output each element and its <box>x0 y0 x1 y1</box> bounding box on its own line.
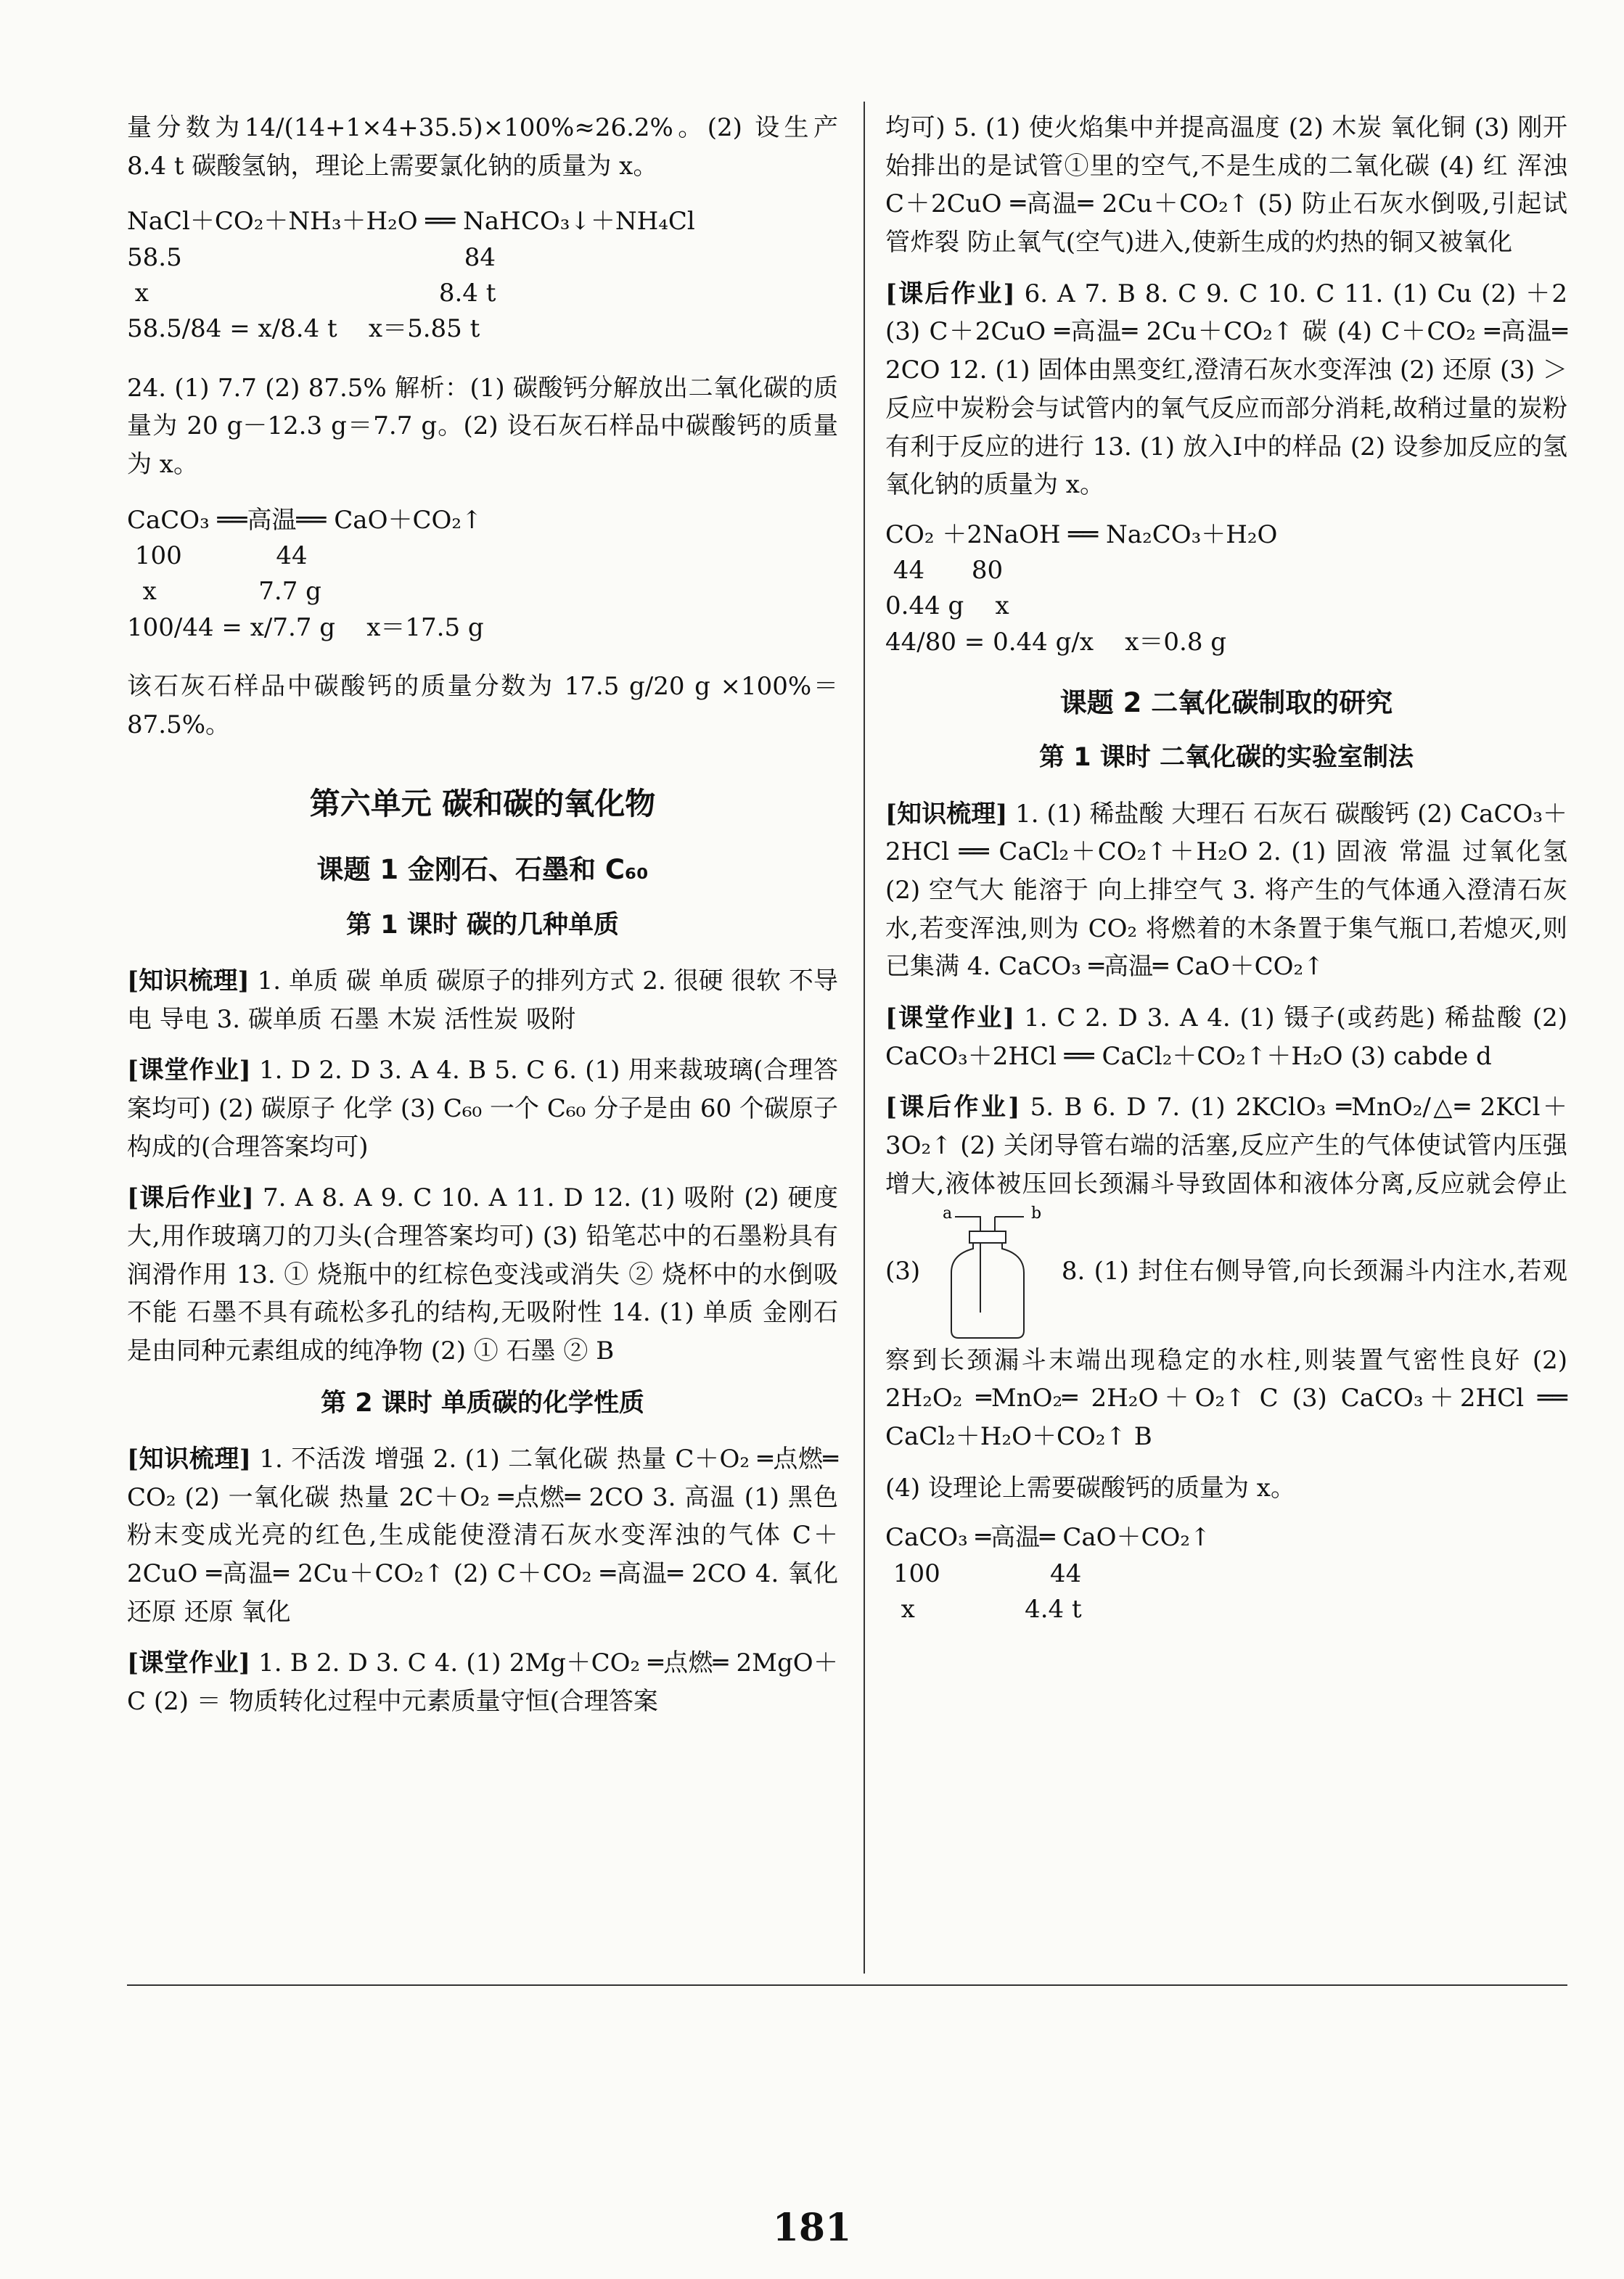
answer-block <box>885 275 1567 504</box>
topic-title: 课题 1 金刚石、石墨和 C₆₀ <box>316 854 649 886</box>
bottom-rule <box>127 1984 1567 1986</box>
unit-title: 第六单元 碳和碳的氧化物 <box>309 786 656 822</box>
answer-block <box>127 962 838 1038</box>
stopper <box>969 1231 1006 1243</box>
ratio: 100/44 = x/7.7 g x＝17.5 g <box>127 612 484 642</box>
equation-mass-row: x 4.4 t <box>885 1594 1082 1624</box>
section-tag: [课堂作业] <box>885 1003 1015 1033</box>
equation-mass-row: 0.44 g x <box>885 591 1009 621</box>
calculation-block <box>127 503 838 646</box>
section-tag: [知识梳理] <box>885 799 1008 829</box>
label-b: b <box>1030 1204 1041 1223</box>
column-divider <box>864 102 865 1974</box>
answer-text: 均可) 5. (1) 使火焰集中并提高温度 (2) 木炭 氧化铜 (3) 刚开始排出的是试管①里的空气,不是生成的二氧化碳 (4) 红 浑浊 C＋2CuO ═高温═ 2Cu＋CO₂↑ (5) 防止石灰水倒吸,引起试管炸裂 防止氧气(空气)进入,使新生成的灼热的铜又被氧化 <box>885 113 1567 258</box>
answer-text: 7. A 8. A 9. C 10. A 11. D 12. (1) 吸附 (2) 硬度大,用作玻璃刀的刀头(合理答案均可) (3) 铅笔芯中的石墨粉具有润滑作用 13. ① 烧瓶中的红棕色变浅或消失 ② 烧杯中的水倒吸 不能 石墨不具有疏松多孔的结构,无吸附性 14. (1) 单质 金刚石是由同种元素组成的纯净物 (2) ① 石墨 ② B <box>127 1183 838 1366</box>
answer-block <box>127 1644 838 1720</box>
equation-mass-row: 58.5 84 <box>127 242 496 272</box>
answer-text: 1. 单质 碳 单质 碳原子的排列方式 2. 很硬 很软 不导电 导电 3. 碳单质 石墨 木炭 活性炭 吸附 <box>127 966 838 1034</box>
equation: NaCl＋CO₂＋NH₃＋H₂O ══ NaHCO₃↓＋NH₄Cl <box>127 207 695 237</box>
topic-title: 课题 2 二氧化碳制取的研究 <box>1059 687 1393 719</box>
answer-text: (4) 设理论上需要碳酸钙的质量为 x。 <box>885 1473 1295 1503</box>
equation: CO₂ ＋2NaOH ══ Na₂CO₃＋H₂O <box>885 520 1278 549</box>
answer-text: 8. (1) 封住右侧导管,向长颈漏斗内注水,若观察到长颈漏斗末端出现稳定的水柱,则装置气密性良好 (2) 2H₂O₂ ═MnO₂═ 2H₂O＋O₂↑ C (3) CaCO₃＋2HCl ══ CaCl₂＋H₂O＋CO₂↑ B <box>885 1256 1567 1451</box>
section-tag: [课后作业] <box>885 1093 1020 1122</box>
equation-mass-row: x 8.4 t <box>127 278 496 308</box>
answer-text: 1. C 2. D 3. A 4. (1) 镊子(或药匙) 稀盐酸 (2) CaCO₃＋2HCl ══ CaCl₂＋CO₂↑＋H₂O (3) cabde d <box>885 1003 1567 1071</box>
calculation-block <box>885 517 1567 660</box>
section-tag: [课堂作业] <box>127 1648 250 1678</box>
section-tag: [课后作业] <box>885 279 1015 308</box>
answer-text: 5. B 6. D 7. (1) 2KClO₃ ═MnO₂/△═ 2KCl＋3O₂↑ (2) 关闭导管右端的活塞,反应产生的气体使试管内压强增大,液体被压回长颈漏斗导致固体和液体分离,反应就会停止 (3) <box>885 1093 1567 1286</box>
right-column <box>885 109 1567 1649</box>
equation-mass-row: 100 44 <box>885 1559 1082 1588</box>
equation-mass-row: 100 44 <box>127 541 308 570</box>
answer-block <box>885 1088 1567 1455</box>
answer-block <box>127 1440 838 1631</box>
left-column <box>127 109 838 1734</box>
equation-mass-row: 44 80 <box>885 556 1004 586</box>
calculation-block <box>127 204 838 347</box>
lesson-title: 第 2 课时 单质碳的化学性质 <box>321 1388 644 1418</box>
answer-text: 1. 不活泼 增强 2. (1) 二氧化碳 热量 C＋O₂ ═点燃═ CO₂ (2) 一氧化碳 热量 2C＋O₂ ═点燃═ 2CO 3. 高温 (1) 黑色粉末变成光亮的红色,生成能使澄清石灰水变浑浊的气体 C＋2CuO ═高温═ 2Cu＋CO₂↑ (2) C＋CO₂ ═高温═ 2CO 4. 氧化 还原 还原 氧化 <box>127 1445 838 1627</box>
section-tag: [知识梳理] <box>127 1445 252 1474</box>
answer-text: 6. A 7. B 8. C 9. C 10. C 11. (1) Cu (2) ＋2 (3) C＋2CuO ═高温═ 2Cu＋CO₂↑ 碳 (4) C＋CO₂ ═高温═ 2CO 12. (1) 固体由黑变红,澄清石灰水变浑浊 (2) 还原 (3) ＞ 反应中炭粉会与试管内的氧气反应而部分消耗,故稍过量的炭粉有利于反应的进行 13. (1) 放入Ⅰ中的样品 (2) 设参加反应的氢氧化钠的质量为 x。 <box>885 279 1567 500</box>
page-number: 181 <box>772 2206 852 2250</box>
equation-mass-row: x 7.7 g <box>127 577 321 607</box>
equation: CaCO₃ ══高温══ CaO＋CO₂↑ <box>127 505 483 535</box>
lesson-title: 第 1 课时 二氧化碳的实验室制法 <box>1039 743 1414 773</box>
section-tag: [课后作业] <box>127 1183 254 1213</box>
ratio: 58.5/84 = x/8.4 t x＝5.85 t <box>127 314 480 344</box>
lesson-title: 第 1 课时 碳的几种单质 <box>346 910 619 940</box>
section-tag: [课堂作业] <box>127 1056 251 1085</box>
answer-text: 1. D 2. D 3. A 4. B 5. C 6. (1) 用来裁玻璃(合理答案均可) (2) 碳原子 化学 (3) C₆₀ 一个 C₆₀ 分子是由 60 个碳原子构成的(合理答案均可) <box>127 1056 839 1162</box>
gas-bottle-diagram <box>937 1204 1046 1342</box>
answer-text: 1. B 2. D 3. C 4. (1) 2Mg＋CO₂ ═点燃═ 2MgO＋C (2) ＝ 物质转化过程中元素质量守恒(合理答案 <box>127 1648 838 1717</box>
paragraph: 量分数为14/(14+1×4+35.5)×100%≈26.2%。(2) 设生产 8.4 t 碳酸氢钠，理论上需要氯化钠的质量为 x。 <box>127 113 838 181</box>
paragraph: 该石灰石样品中碳酸钙的质量分数为 17.5 g/20 g ×100%＝87.5%。 <box>127 671 838 739</box>
bottle <box>951 1243 1024 1338</box>
equation: CaCO₃ ═高温═ CaO＋CO₂↑ <box>885 1523 1211 1553</box>
answer-block <box>885 795 1567 986</box>
answer-block <box>127 1051 838 1166</box>
answer-text: 1. (1) 稀盐酸 大理石 石灰石 碳酸钙 (2) CaCO₃＋2HCl ══ CaCl₂＋CO₂↑＋H₂O 2. (1) 固液 常温 过氧化氢 (2) 空气大 能溶于 向上排空气 3. 将产生的气体通入澄清石灰水,若变浑浊,则为 CO₂ 将燃着的木条置于集气瓶口,若熄灭,则已集满 4. CaCO₃ ═高温═ CaO＋CO₂↑ <box>885 799 1567 982</box>
calculation-block <box>885 1520 1567 1627</box>
ratio: 44/80 = 0.44 g/x x＝0.8 g <box>885 627 1227 657</box>
answer-block <box>127 1179 838 1370</box>
section-tag: [知识梳理] <box>127 966 250 995</box>
paragraph: 24. (1) 7.7 (2) 87.5% 解析：(1) 碳酸钙分解放出二氧化碳的质量为 20 g－12.3 g＝7.7 g。(2) 设石灰石样品中碳酸钙的质量为 x。 <box>127 373 838 479</box>
label-a: a <box>942 1204 952 1223</box>
answer-block <box>885 999 1567 1075</box>
